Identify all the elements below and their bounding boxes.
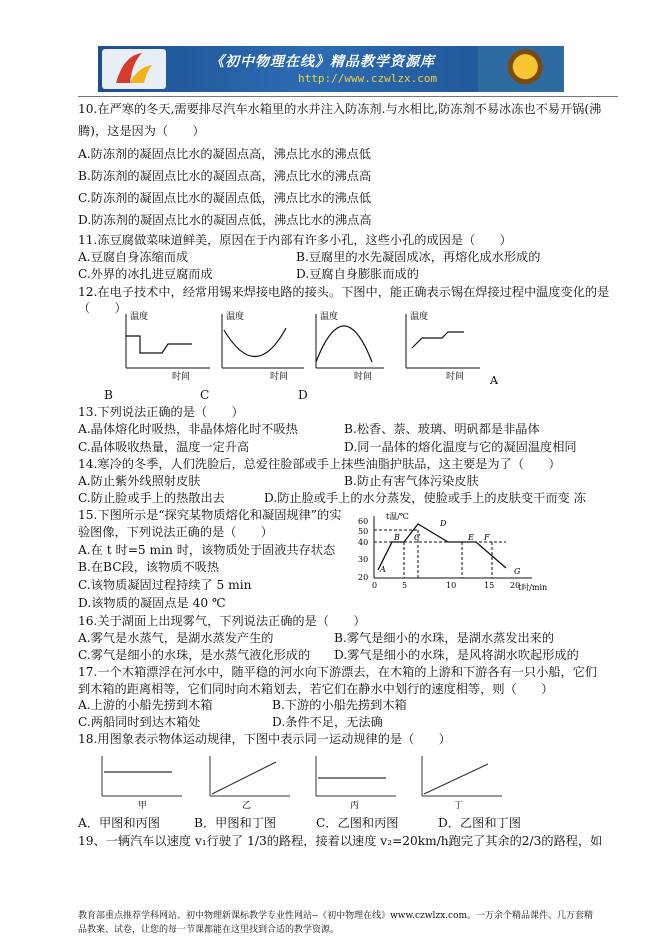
q15-ytick-20: 20 [358, 573, 369, 582]
q13-stem: 13.下列说法正确的是（ ） [78, 405, 244, 419]
q10-option-a: A.防冻剂的凝固点比水的凝固点高，沸点比水的沸点低 [78, 147, 371, 161]
q18-option-b: B．甲图和丁图 [194, 816, 277, 830]
q15-stem-cont: 验图像，下列说法正确的是（ ） [78, 525, 273, 539]
q15-option-c: C.该物质凝固过程持续了 5 min [78, 578, 252, 592]
q18-label-jia: 甲 [138, 801, 148, 811]
q14-stem: 14.寒冷的冬季，人们洗脸后，总爱往脸部或手上抹些油脂护肤品，这主要是为了（ ） [78, 457, 561, 471]
q11-stem: 11.冻豆腐做菜味道鲜美，原因在于内部有许多小孔，这些小孔的成因是（ ） [78, 233, 512, 247]
q15-xtick-0: 0 [372, 581, 378, 590]
site-logo [102, 49, 166, 89]
q18-label-yi: 乙 [242, 801, 252, 811]
q12-axis-x-4: 时间 [446, 372, 465, 382]
q10-stem-cont: 腾)，这是因为（ ） [78, 124, 205, 138]
q13-option-c: C.晶体吸收热量，温度一定升高 [78, 440, 250, 454]
q15-point-g: G [514, 567, 521, 576]
q15-ytick-40: 40 [358, 538, 369, 547]
q15-option-d: D.该物质的凝固点是 40 ℃ [78, 596, 226, 610]
q11-option-d: D.豆腐自身膨胀而成的 [296, 267, 419, 281]
q18-label-ding: 丁 [454, 801, 464, 811]
q12-label-b: B [104, 388, 113, 402]
q12-graphs [110, 308, 510, 388]
q17-option-a: A.上游的小船先捞到木箱 [78, 698, 213, 712]
q14-option-d: D.防止脸或手上的水分蒸发，使脸或手上的皮肤变干而变 冻 [264, 491, 586, 505]
q15-xtick-20: 20 [510, 581, 521, 590]
header-banner [98, 46, 564, 92]
q15-stem: 15.下图所示是“探究某物质熔化和凝固规律”的实 [78, 508, 342, 522]
q12-axis-y-2: 温度 [226, 312, 245, 322]
q12-stem-cont: （ ） [78, 301, 127, 315]
q15-ylabel: t温/℃ [386, 512, 409, 521]
q15-ytick-50: 50 [358, 527, 369, 536]
site-url[interactable]: http://www.czwlzx.com [298, 72, 438, 85]
q18-graphs [92, 752, 522, 812]
q15-point-a: A [380, 565, 386, 574]
page-footer: 教育部重点推荐学科网站、初中物理新课标教学专业性网站--《初中物理在线》www.czwlzx.com。一万余个精品课件、几万套精品教案、试卷，让您的每一节课都能在这里找到合适的教学资源。 [78, 911, 594, 935]
q12-graph-1 [126, 314, 210, 368]
q17-stem: 17.一个木箱漂浮在河水中，随平稳的河水向下游漂去，在木箱的上游和下游各有一只小船，它们 [78, 665, 598, 679]
q15-option-b: B.在BC段，该物质不吸热 [78, 560, 220, 574]
q12-graph-3 [316, 314, 384, 368]
q11-option-c: C.外界的冰扎进豆腐而成 [78, 267, 213, 281]
q12-label-a: A [490, 374, 498, 387]
q15-point-d: D [440, 519, 447, 528]
q10-stem: 10.在严寒的冬天,需要排尽汽车水箱里的水并注入防冻剂.与水相比,防冻剂不易冰冻也不易开锅(沸 [78, 102, 602, 116]
q14-option-c: C.防止脸或手上的热散出去 [78, 491, 225, 505]
q15-xtick-10: 10 [446, 581, 457, 590]
q12-axis-y-4: 温度 [410, 312, 429, 322]
q15-point-e: E [468, 533, 474, 542]
q13-option-d: D.同一晶体的熔化温度与它的凝固温度相同 [344, 440, 577, 454]
q17-stem-cont: 到木箱的距离相等，它们同时向木箱划去，若它们在静水中划行的速度相等，则（ ） [78, 682, 554, 696]
q16-option-c: C.雾气是细小的水珠，是水蒸气液化形成的 [78, 648, 311, 662]
q12-axis-x-3: 时间 [354, 372, 373, 382]
q14-option-a: A.防止紫外线照射皮肤 [78, 474, 201, 488]
q18-option-c: C．乙图和丙图 [316, 816, 399, 830]
q18-stem: 18.用图象表示物体运动规律，下图中表示同一运动规律的是（ ） [78, 732, 451, 746]
q15-ytick-30: 30 [358, 555, 369, 564]
site-title: 《初中物理在线》精品教学资源库 [210, 54, 435, 70]
q14-option-b: B.防止有害气体污染皮肤 [344, 474, 479, 488]
q10-option-c: C.防冻剂的凝固点比水的凝固点低，沸点比水的沸点低 [78, 191, 372, 205]
q11-option-a: A.豆腐自身冻缩而成 [78, 250, 189, 264]
q18-option-d: D．乙图和丁图 [438, 816, 521, 830]
q18-label-bing: 丙 [350, 801, 360, 811]
q12-axis-y-1: 温度 [130, 312, 149, 322]
q15-point-b: B [394, 533, 400, 542]
q17-option-d: D.条件不足，无法确 [272, 715, 383, 729]
q12-axis-x-2: 时间 [270, 372, 289, 382]
q12-stem: 12.在电子技术中，经常用锡来焊接电路的接头。下图中，能正确表示锡在焊接过程中温度变化的是 [78, 285, 610, 299]
q15-xlabel: t时/min [518, 583, 548, 592]
q16-option-d: D.雾气是细小的水珠，是风将湖水吹起形成的 [334, 648, 579, 662]
q12-graph-4 [406, 314, 480, 368]
q15-graph [356, 510, 556, 594]
q13-option-a: A.晶体熔化时吸热，非晶体熔化时不吸热 [78, 422, 298, 436]
q12-axis-x-1: 时间 [172, 372, 191, 382]
q16-option-a: A.雾气是水蒸气，是湖水蒸发产生的 [78, 631, 274, 645]
q16-stem: 16.关于湖面上出现雾气，下列说法正确的是（ ） [78, 614, 366, 628]
q10-option-b: B.防冻剂的凝固点比水的凝固点高，沸点比水的沸点高 [78, 169, 372, 183]
q13-option-b: B.松香、萘、玻璃、明矾都是非晶体 [344, 422, 540, 436]
q12-axis-y-3: 温度 [320, 312, 339, 322]
q16-option-b: B.雾气是细小的水珠，是湖水蒸发出来的 [334, 631, 555, 645]
q15-ytick-60: 60 [358, 517, 369, 526]
q11-option-b: B.豆腐里的水先凝固成冰，再熔化成水形成的 [296, 250, 541, 264]
q15-xtick-15: 15 [484, 581, 495, 590]
q15-option-a: A.在 t 时=5 min 时，该物质处于固液共存状态 [78, 543, 336, 557]
q12-graph-2 [222, 314, 304, 368]
q10-option-d: D.防冻剂的凝固点比水的凝固点低，沸点比水的沸点高 [78, 213, 372, 227]
q17-option-b: B.下游的小船先捞到木箱 [272, 698, 407, 712]
q12-label-d: D [298, 388, 308, 402]
q15-point-c: C [414, 533, 421, 542]
q19-stem: 19、一辆汽车以速度 v₁行驶了 1/3的路程，接着以速度 v₂=20km/h跑完了其余的2/3的路程，如 [78, 834, 603, 848]
header-divider [78, 96, 618, 97]
q12-label-c: C [200, 388, 210, 402]
q15-point-f: F [484, 533, 490, 542]
q17-option-c: C.两船同时到达木箱处 [78, 715, 201, 729]
q15-xtick-5: 5 [402, 581, 408, 590]
q18-option-a: A．甲图和丙图 [78, 816, 160, 830]
sunflower-image [478, 46, 564, 92]
